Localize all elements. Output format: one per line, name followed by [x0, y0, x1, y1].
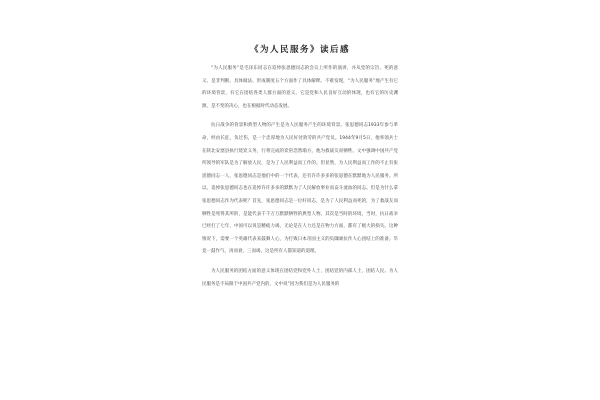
paragraph: 抗日战争的背景和典型人物的产生是为人民服务产生的环境背景。张思德同志1933年参与革命，经由长征，负过伤，是一个忠厚地为人民好处效劳的共产党员。1944年9月5日，他率领兵士在陕北安塞县执行烧炭义务，行将完成的炭窑忽然塌方，他为救战友而牺牲。文中强调中国共产党所领导的军队是为了解放人民，是为了人民利益而工作的。但显然，为人民利益而工作的不止有张思德同志一人，张思德同志是他们中的一个代表，还有许许多多的张思德在默默地为人民服务。所以，追悼张思德同志也在追悼许许多多的默默为了人民解放事业而奋斗流血的同志。但是为什么拿张思德同志作为代表呢？首先，张思德同志是一位好同志，是为了人民利益而死的，为了救战友而牺牲是死得其所的，是能代表千千万万默默牺牲的典型人物。其次是当时的环境，当时，抗日战争已经打了七年，中国可以说是精疲力竭，无论是在人力还是在物力方面，都有了极大的损失。这种情况下，需要一个英雄代表来鼓舞人心，为打败日本帝国主义的负隅顽抗作人心团结上的准备。毕竟一鼓作气，再而衰，三而竭，这是所有人都知道的道理。 [202, 123, 398, 255]
paragraph: 为人民服务的团结方面的意义体现在团结党和党外人士，团结党的内部人士，团结人民。为人民服务是不局限于中国共产党内的，文中说“因为我们是为人民服务的 [202, 268, 398, 287]
document-title: 《为人民服务》读后感 [249, 45, 350, 55]
paragraph: “为人民服务”是毛泽东同志在追悼张思德同志的会议上所作的演讲，并从党的宗旨、死的意义、是非判断、具体做法、形成制度五个方面作了具体解释。不难发现，“为人民服务”地产生有它的环境背景，有它在团结各类人群方面的意义，它是党和人民良好互动的体现，也有它的历史渊源，是不变的决心，也在根据时代动态发展。 [202, 66, 398, 109]
document-body [202, 63, 398, 400]
